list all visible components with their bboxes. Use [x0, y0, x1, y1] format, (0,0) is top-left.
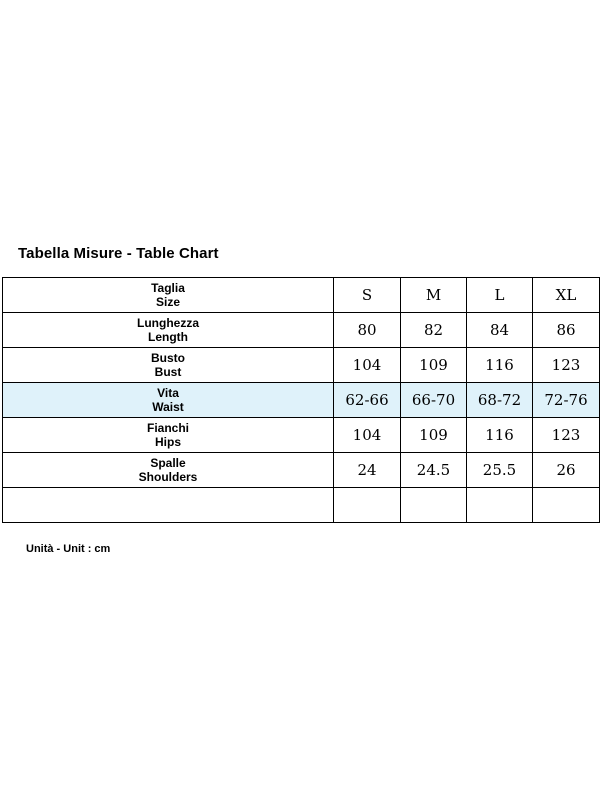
row-label-en: Size	[155, 295, 180, 309]
table-cell: XL	[533, 278, 600, 313]
table-cell: 109	[401, 348, 467, 383]
row-label-it: Spalle	[150, 456, 186, 470]
table-cell: 116	[467, 348, 533, 383]
table-cell: 62-66	[334, 383, 401, 418]
table-cell	[401, 488, 467, 523]
row-label	[3, 348, 334, 383]
table-cell: 80	[334, 313, 401, 348]
table-cell: 86	[533, 313, 600, 348]
table-cell: 25.5	[467, 453, 533, 488]
row-label	[3, 453, 334, 488]
table-row-empty	[3, 488, 600, 523]
table-cell	[533, 488, 600, 523]
table-cell: 68-72	[467, 383, 533, 418]
table-cell: 24.5	[401, 453, 467, 488]
row-label	[3, 383, 334, 418]
table-cell: 104	[334, 348, 401, 383]
row-label-it: Taglia	[151, 281, 185, 295]
row-label-en: Hips	[154, 435, 181, 449]
table-cell	[334, 488, 401, 523]
table-cell: 66-70	[401, 383, 467, 418]
table-row-bust	[3, 348, 600, 383]
table-cell: 84	[467, 313, 533, 348]
row-label	[3, 418, 334, 453]
row-label-en: Length	[148, 330, 188, 344]
table-cell: 123	[533, 348, 600, 383]
unit-note: Unità - Unit : cm	[26, 543, 111, 555]
table-cell: M	[401, 278, 467, 313]
row-label-en: Shoulders	[138, 470, 198, 484]
table-cell: 109	[401, 418, 467, 453]
row-label-en: Bust	[154, 365, 182, 379]
row-label-en: Waist	[152, 400, 184, 414]
table-cell: 116	[467, 418, 533, 453]
table-row-shoulders	[3, 453, 600, 488]
row-label	[3, 278, 334, 313]
table-cell: 104	[334, 418, 401, 453]
table-cell: 26	[533, 453, 600, 488]
size-chart-table	[2, 277, 600, 523]
table-cell: 24	[334, 453, 401, 488]
row-label	[3, 313, 334, 348]
row-label-it: Fianchi	[146, 421, 189, 435]
table-cell: 82	[401, 313, 467, 348]
table-row-waist	[3, 383, 600, 418]
page-title: Tabella Misure - Table Chart	[18, 245, 219, 262]
row-label	[3, 488, 334, 523]
table-cell: L	[467, 278, 533, 313]
table-row-length	[3, 313, 600, 348]
table-row-hips	[3, 418, 600, 453]
table-cell	[467, 488, 533, 523]
row-label-it: Busto	[151, 351, 185, 365]
row-label-it: Lunghezza	[137, 316, 199, 330]
table-cell: S	[334, 278, 401, 313]
table-row-size	[3, 278, 600, 313]
table-cell: 123	[533, 418, 600, 453]
row-label-it: Vita	[157, 386, 179, 400]
table-cell: 72-76	[533, 383, 600, 418]
